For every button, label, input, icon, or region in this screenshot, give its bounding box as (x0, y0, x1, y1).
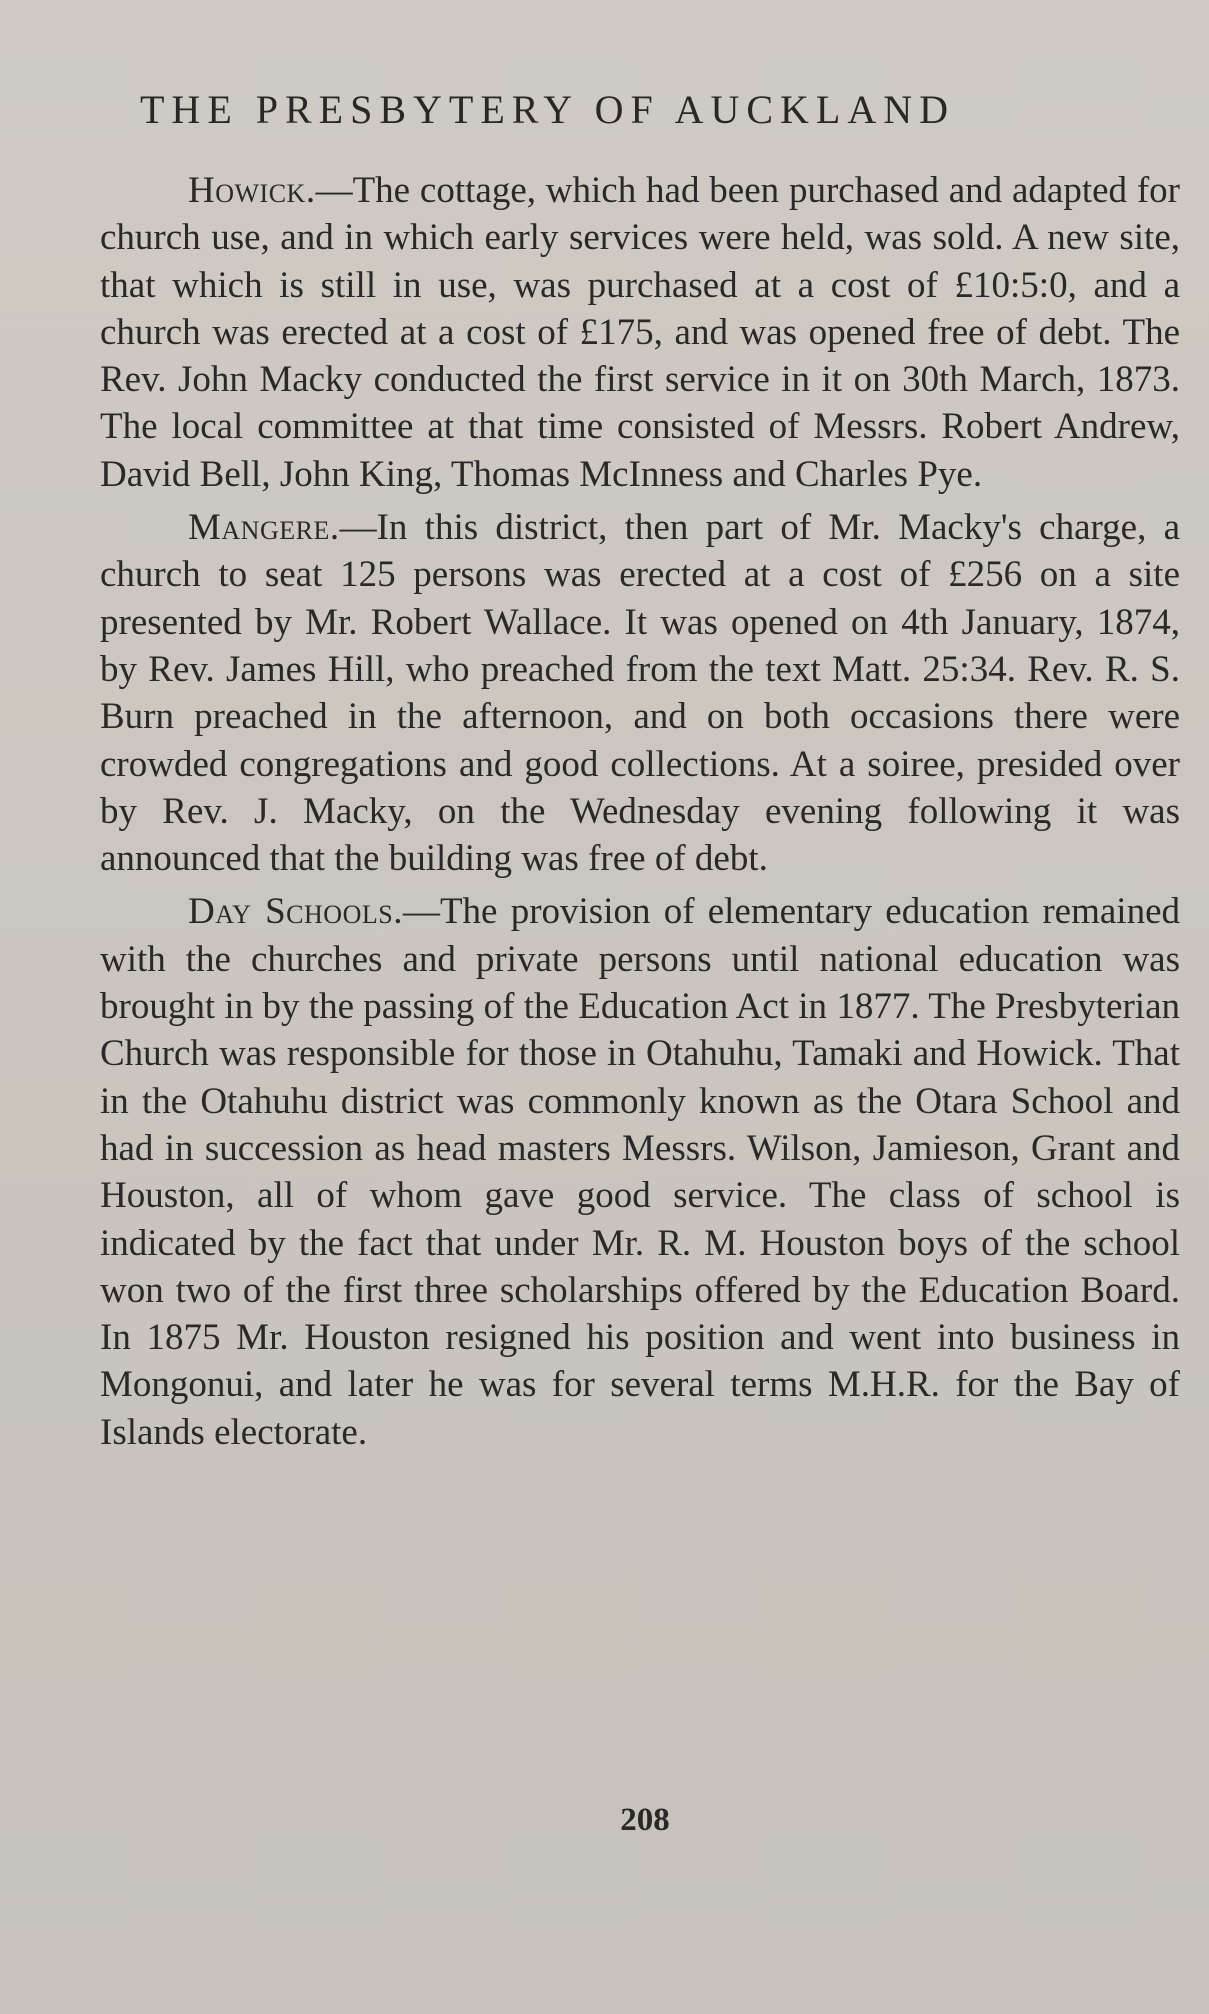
paragraph-text-mangere: —In this district, then part of Mr. Macky's charge, a church to seat 125 persons was erected at a cost of £256 on a site presented by Mr. Robert Wallace. It was opened on 4th January, 1874, by Rev. James Hill, who preached from the text Matt. 25:34. Rev. R. S. Burn preached in the afternoon, and on both occasions there were crowded congregations and good collections. At a soiree, presided over by Rev. J. Macky, on the Wednesday evening following it was announced that the building was free of debt. (100, 507, 1180, 880)
paragraph-mangere (100, 504, 1180, 882)
running-head: THE PRESBYTERY OF AUCKLAND (140, 87, 956, 132)
paragraph-howick (100, 167, 1180, 498)
paragraph-day-schools (100, 888, 1180, 1456)
paragraph-text-day-schools: —The provision of elementary education remained with the churches and private persons until national education was brought in by the passing of the Education Act in 1877. The Presbyterian Church was responsible for those in Otahuhu, Tamaki and Howick. That in the Otahuhu district was commonly known as the Otara School and had in succession as head masters Messrs. Wilson, Jamieson, Grant and Houston, all of whom gave good service. The class of school is indicated by the fact that under Mr. R. M. Houston boys of the school won two of the first three scholarships offered by the Education Board. In 1875 Mr. Houston resigned his position and went into business in Mongonui, and later he was for several terms M.H.R. for the Bay of Islands electorate. (100, 891, 1180, 1453)
paragraph-text-howick: —The cottage, which had been purchased and adapted for church use, and in which early services were held, was sold. A new site, that which is still in use, was purchased at a cost of £10:5:0, and a church was erected at a cost of £175, and was opened free of debt. The Rev. John Macky conducted the first service in it on 30th March, 1873. The local committee at that time consisted of Messrs. Robert Andrew, David Bell, John King, Thomas McInness and Charles Pye. (100, 170, 1180, 495)
section-heading-howick: Howick. (188, 170, 316, 211)
section-heading-mangere: Mangere. (188, 507, 340, 549)
page-number: 208 (620, 1802, 670, 1838)
body-text (100, 167, 1180, 1456)
section-heading-day-schools: Day Schools. (188, 891, 403, 933)
